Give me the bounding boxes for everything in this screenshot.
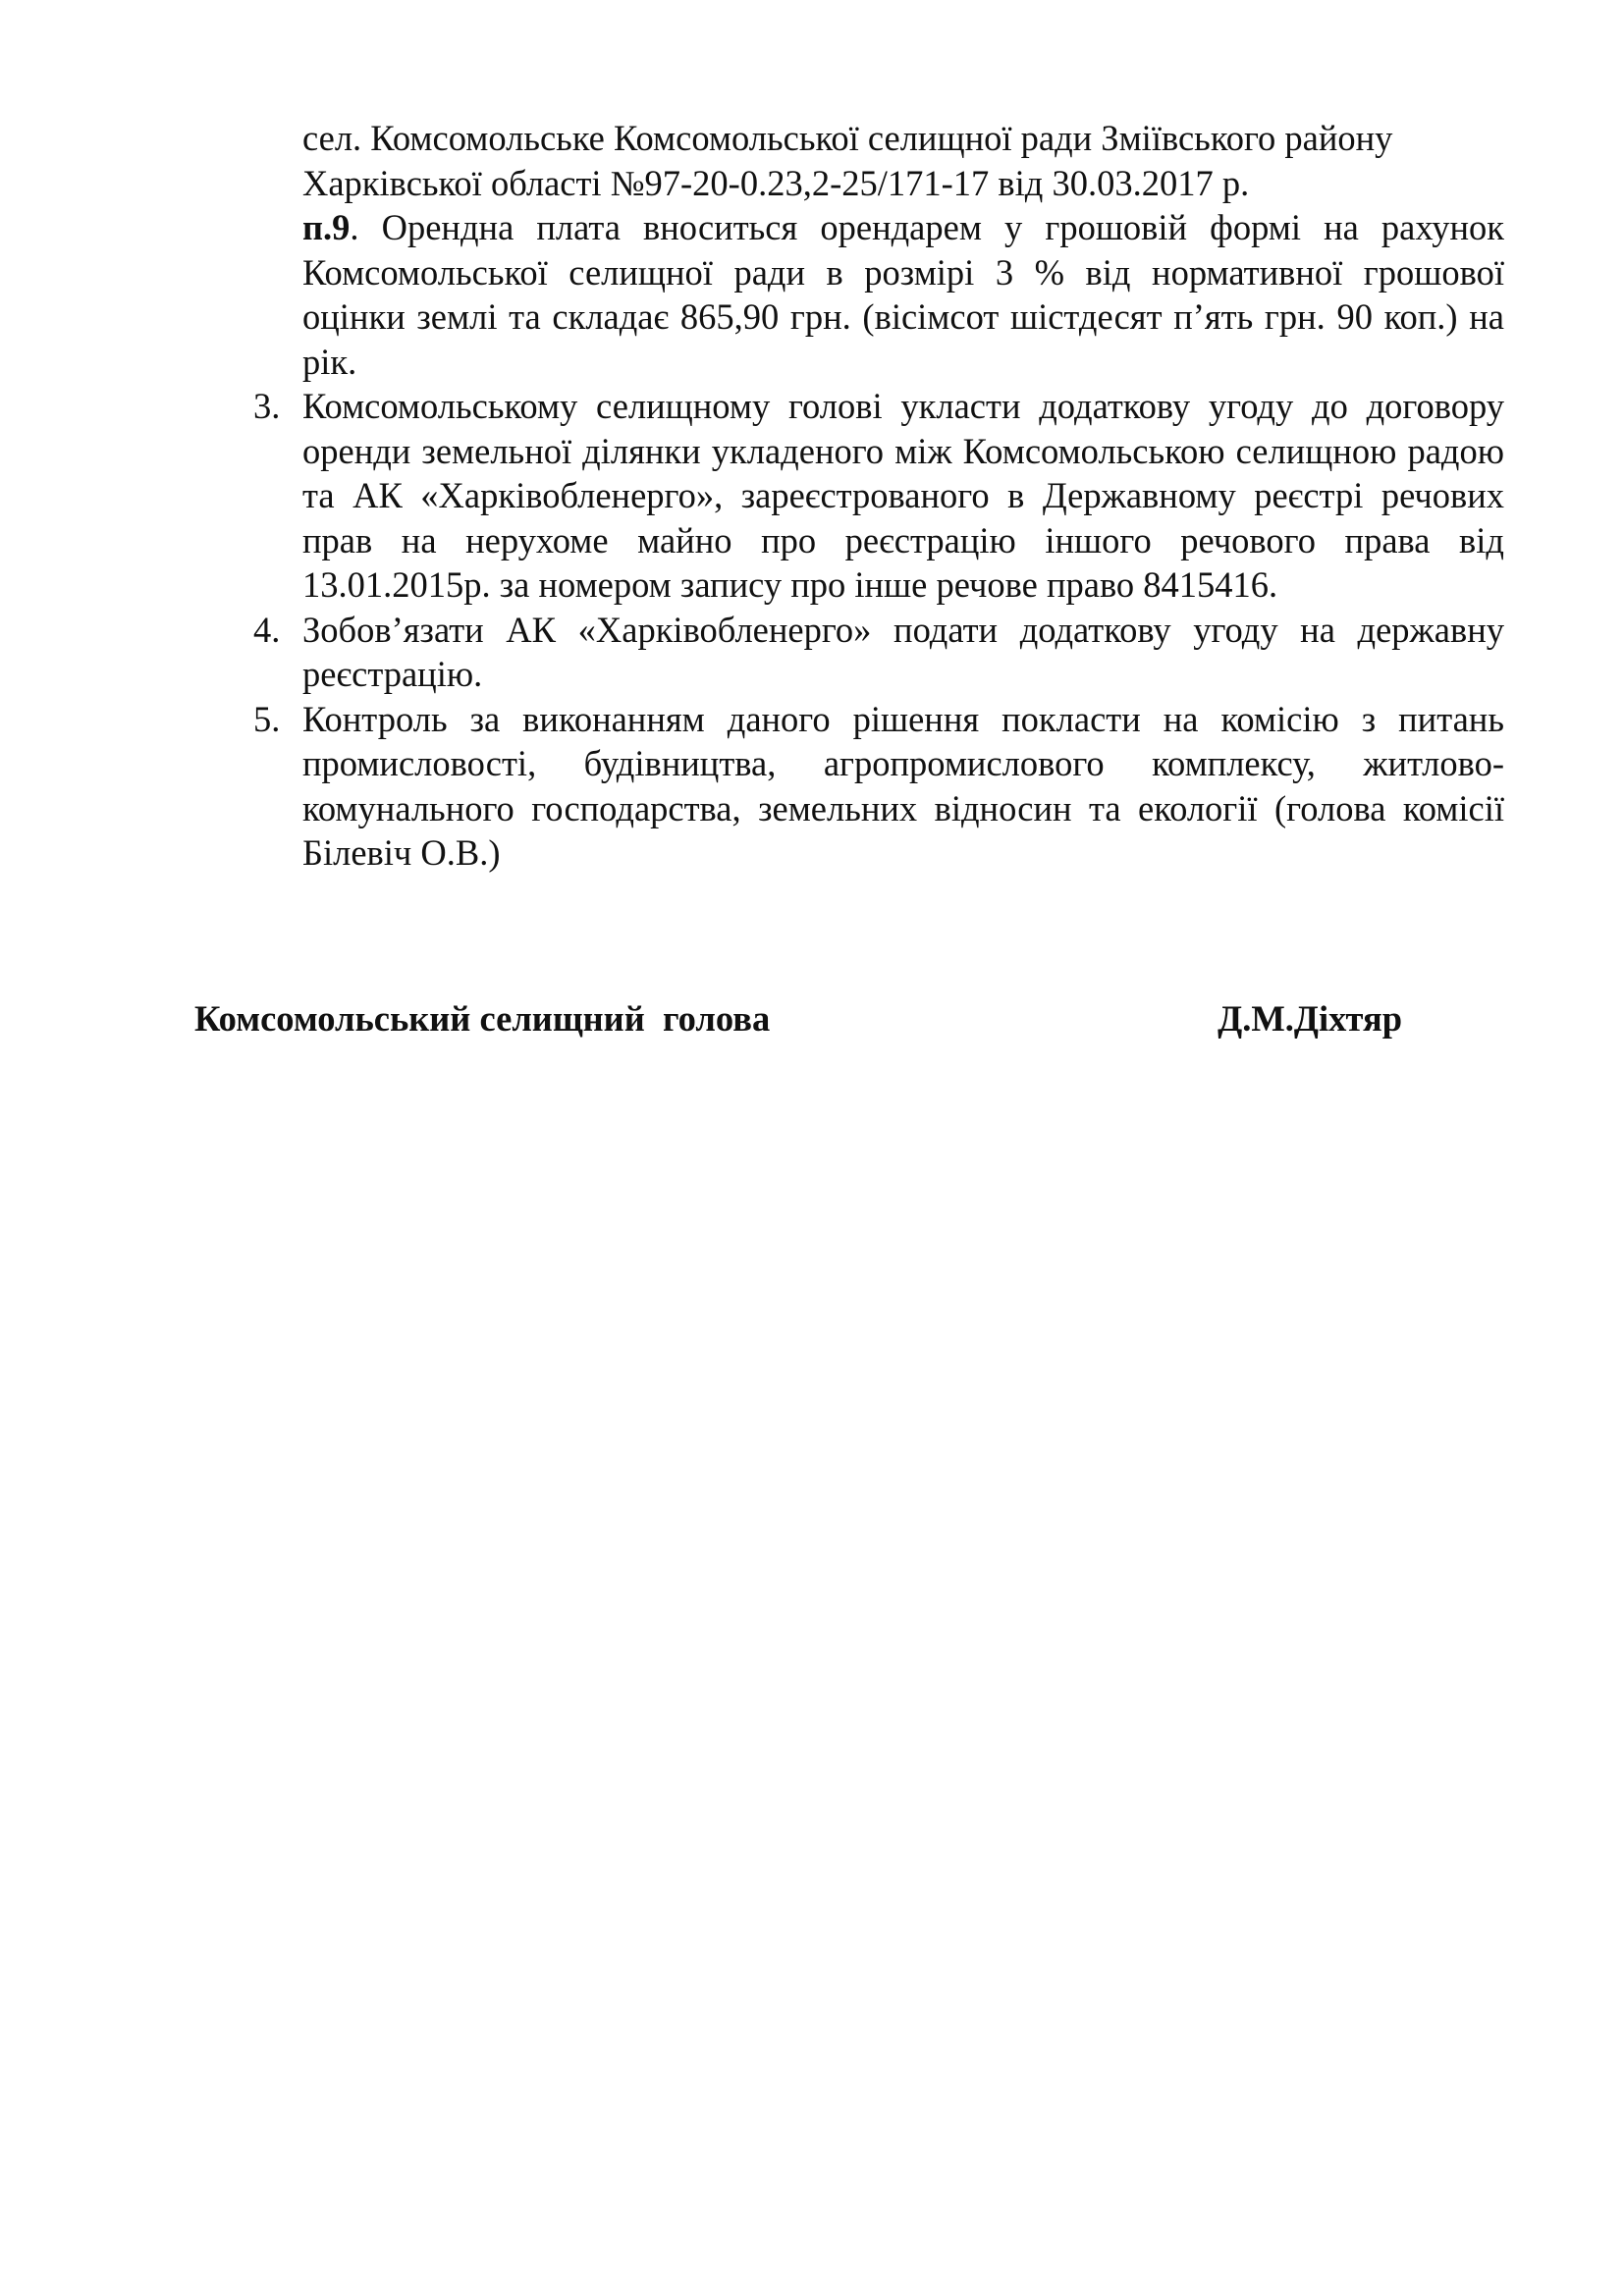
list-item-3-number: 3.: [253, 386, 281, 426]
list-item-5-text: Контроль за виконанням даного рішення покласти на комісію з питань промисловості, будівництва, агропромислового комплексу, житлово-комунального господарства, земельних відносин та екології (голова комісії Білевіч О.В.): [302, 698, 1504, 873]
numbered-list: [253, 384, 1504, 876]
clause-9-text: . Орендна плата вноситься орендарем у грошовій формі на рахунок Комсомольської селищної ради в розмірі 3 % від нормативної грошової оцінки землі та складає 865,90 грн. (вісімсот шістдесят п’ять грн. 90 коп.) на рік.: [302, 207, 1504, 382]
list-item-4-number: 4.: [253, 609, 281, 650]
signatory-name: Д.М.Діхтяр: [1218, 998, 1402, 1039]
list-item-5: [253, 697, 1504, 876]
list-item-5-number: 5.: [253, 698, 281, 739]
document-body: [253, 116, 1504, 876]
list-item-3: [253, 384, 1504, 608]
list-item-3-text: Комсомольському селищному голові укласти додаткову угоду до договору оренди земельної ділянки укладеного між Комсомольською селищною радою та АК «Харківобленерго», зареєстрованого в Державному реєстрі речових прав на нерухоме майно про реєстрацію іншого речового права від 13.01.2015р. за номером запису про інше речове право 8415416.: [302, 386, 1504, 605]
clause-9-paragraph: [302, 205, 1504, 384]
clause-9-number: п.9: [302, 207, 351, 247]
list-item-4-text: Зобов’язати АК «Харківобленерго» подати додаткову угоду на державну реєстрацію.: [302, 609, 1504, 694]
list-item-4: [253, 608, 1504, 697]
signatory-title: Комсомольський селищний голова: [194, 998, 771, 1039]
continuation-paragraph: [302, 116, 1504, 205]
continuation-text: сел. Комсомольське Комсомольської селищної ради Зміївського району Харківської області №97-20-0.23,2-25/171-17 від 30.03.2017 р.: [302, 118, 1393, 203]
